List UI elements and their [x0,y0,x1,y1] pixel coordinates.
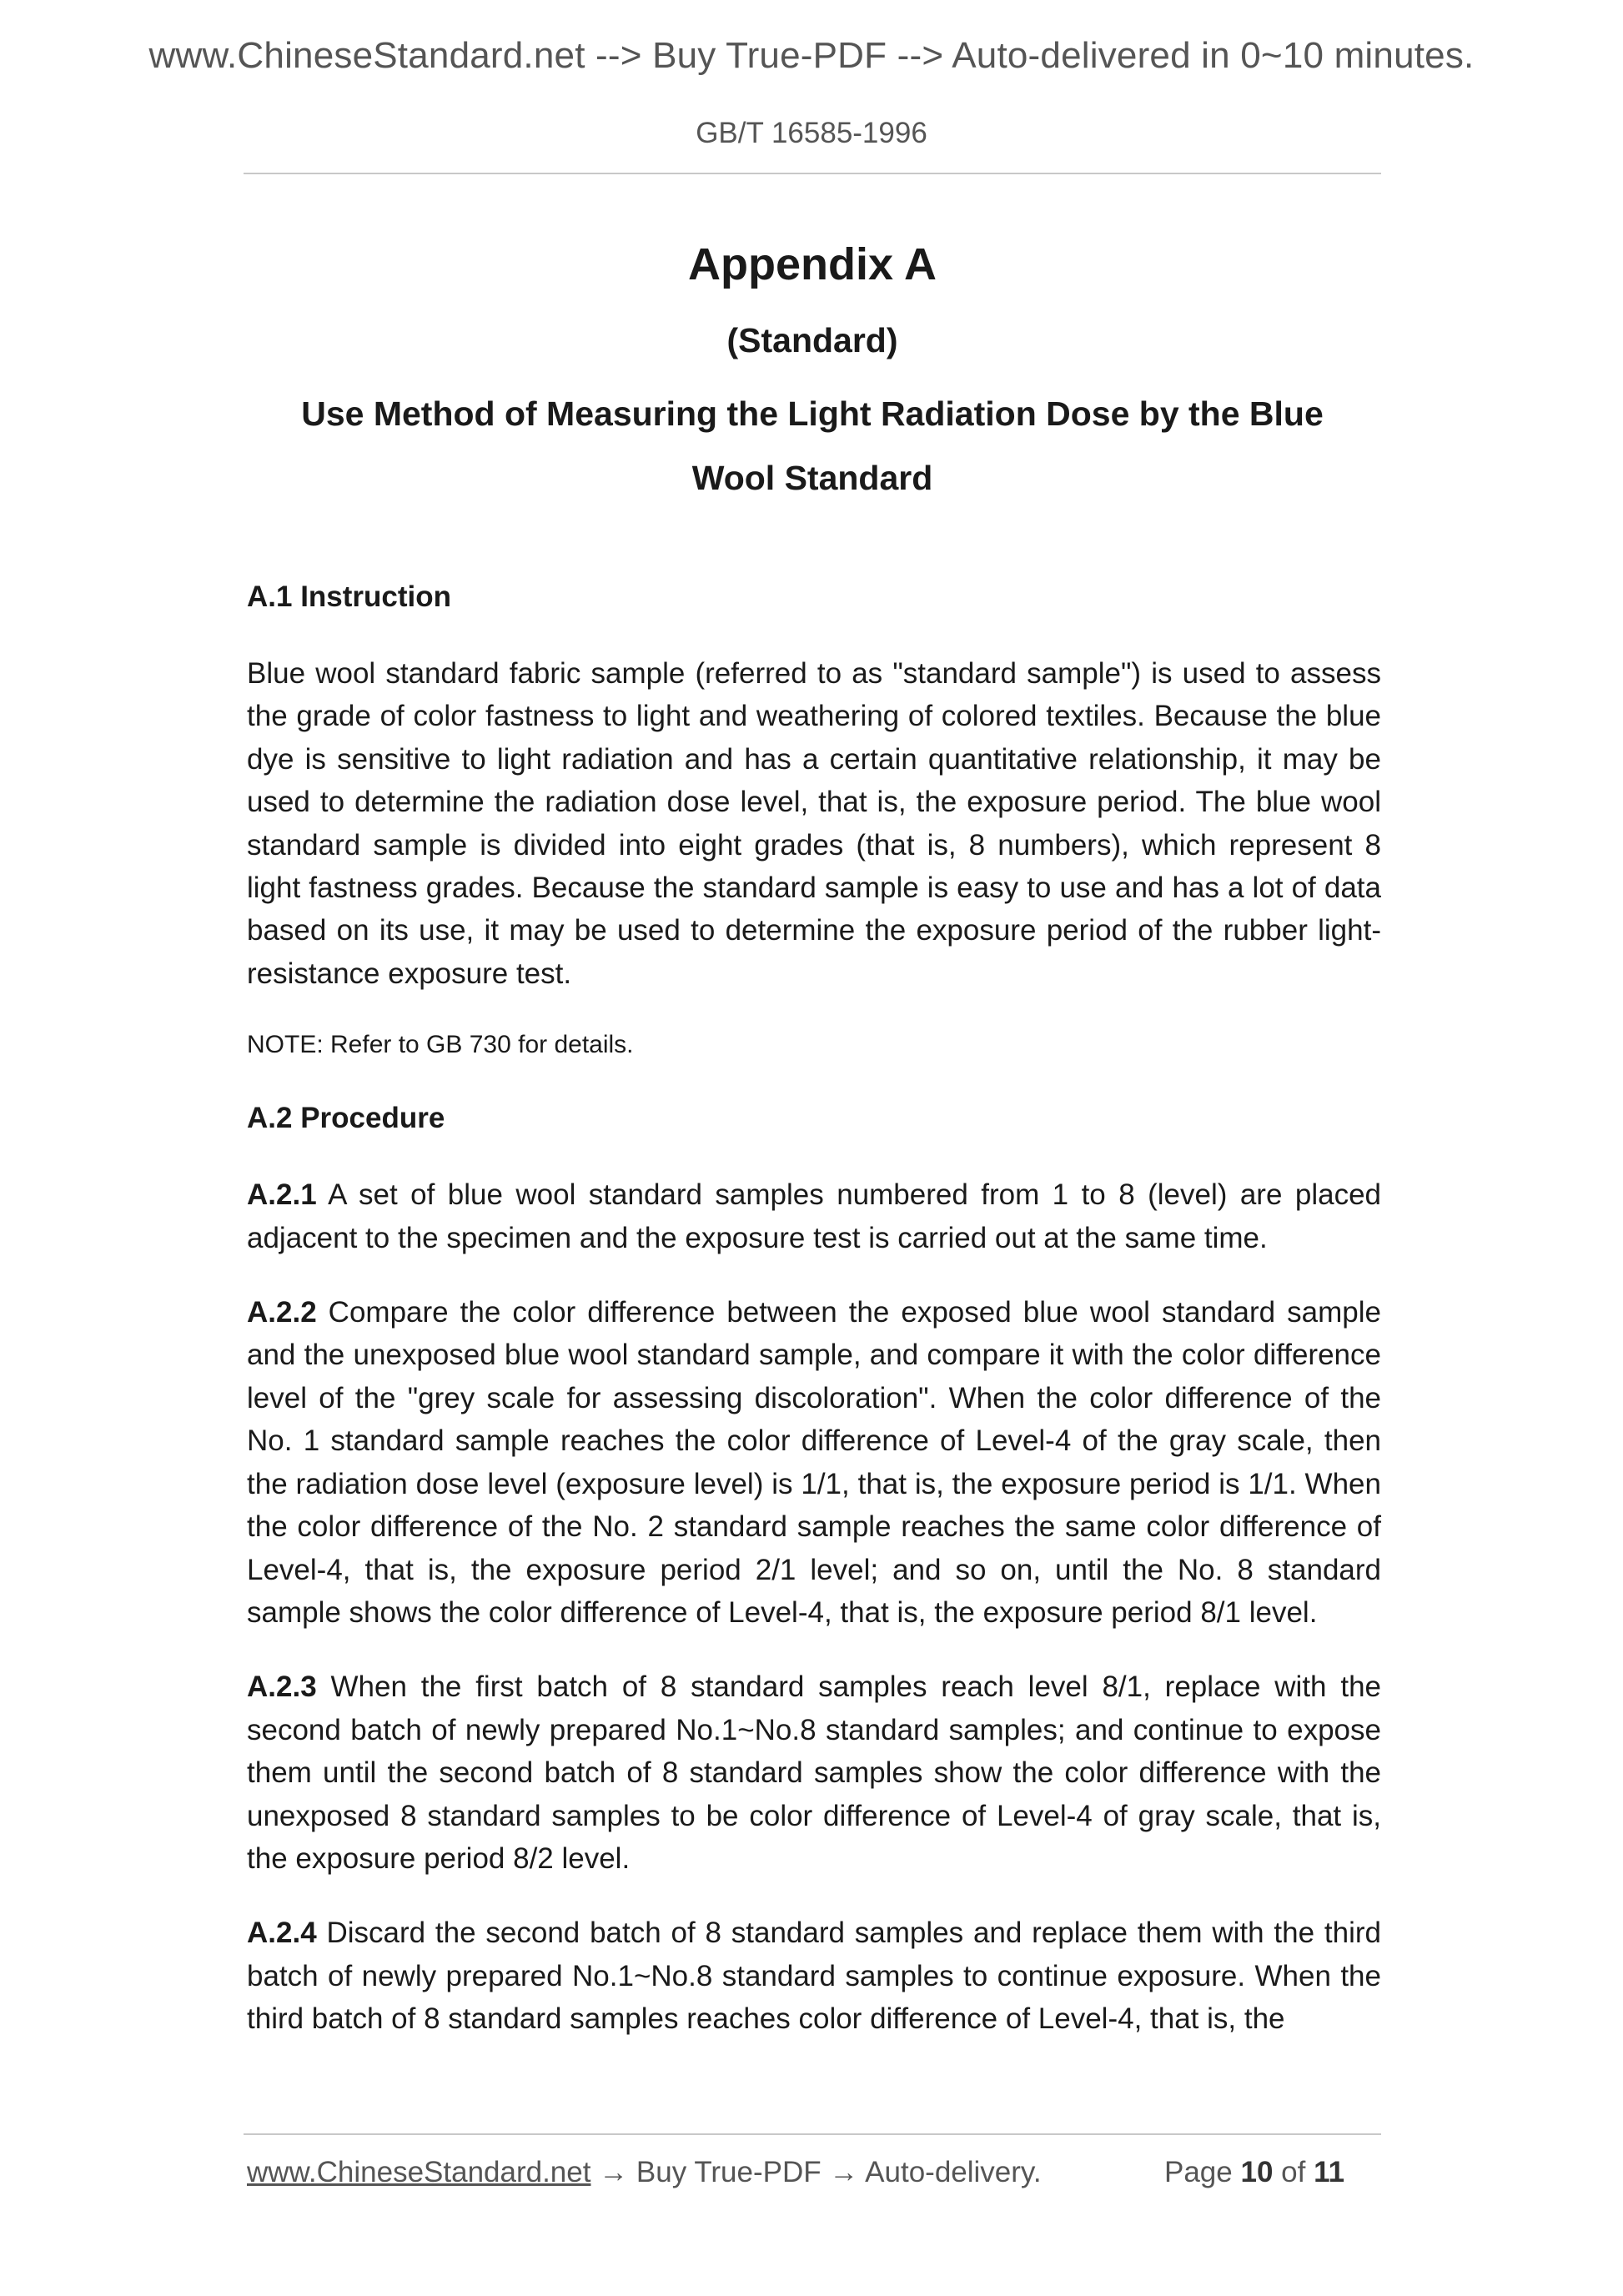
appendix-subtitle-line-1: Use Method of Measuring the Light Radiation Dose by the Blue [301,394,1324,433]
header-divider [244,173,1381,174]
note-text: NOTE: Refer to GB 730 for details. [247,1031,634,1059]
clause-a-2-1 [247,1173,1381,1259]
clause-number: A.2.4 [247,1917,317,1950]
clause-text: A set of blue wool standard samples numbered from 1 to 8 (level) are placed adjacent to the specimen and the exposure test is carried out at the same time. [247,1178,1381,1254]
section-a1-paragraph: Blue wool standard fabric sample (referred to as "standard sample") is used to assess the grade of color fastness to light and weathering of colored textiles. Because the blue dye is sensitive to light radiation and has a certain quantitative relationship, it may be used to determine the radiation dose level, that is, the exposure period. The blue wool standard sample is divided into eight grades (that is, 8 numbers), which represent 8 light fastness grades. Because the standard sample is easy to use and has a lot of data based on its use, it may be used to determine the exposure period of the rubber light-resistance exposure test. [247,657,1381,990]
top-banner: www.ChineseStandard.net --> Buy True-PDF --> Auto-delivered in 0~10 minutes. [148,35,1475,76]
section-heading-a2: A.2 Procedure [247,1102,445,1135]
clause-number: A.2.2 [247,1296,317,1329]
of-label: of [1281,2156,1306,2188]
appendix-title: Appendix A [687,239,937,289]
clause-text: Discard the second batch of 8 standard samples and replace them with the third batch of newly prepared No.1~No.8 standard samples to continue exposure. When the third batch of 8 standard samples reaches color difference of Level-4, that is, the [247,1917,1381,2036]
document-body [247,575,1381,2072]
appendix-subtitle [244,382,1381,510]
page-label: Page [1164,2156,1233,2188]
page-total: 11 [1314,2156,1345,2188]
footer-site-link[interactable]: www.ChineseStandard.net [247,2156,591,2188]
page-number [1164,2156,1344,2189]
document-code: GB/T 16585-1996 [696,117,927,149]
clause-number: A.2.1 [247,1178,317,1212]
page-current: 10 [1240,2156,1274,2188]
footer-promo [247,2156,1042,2189]
appendix-subtitle-line-2: Wool Standard [691,459,933,497]
appendix-kind: (Standard) [726,321,898,359]
section-heading-a1: A.1 Instruction [247,580,452,613]
clause-text: Compare the color difference between the exposed blue wool standard sample and the unexposed blue wool standard sample, and compare it with the color difference level of the "grey scale for assessing discoloration". When the color difference of the No. 1 standard sample reaches the color difference of Level-4 of the gray scale, then the radiation dose level (exposure level) is 1/1, that is, the exposure period is 1/1. When the color difference of the No. 2 standard sample reaches the same color difference of Level-4, that is, the exposure period 2/1 level; and so on, until the No. 8 standard sample shows the color difference of Level-4, that is, the exposure period 8/1 level. [247,1296,1381,1629]
footer-buy-text: → Buy True-PDF → Auto-delivery. [590,2156,1042,2188]
clause-text: When the first batch of 8 standard samples reach level 8/1, replace with the second batch of newly prepared No.1~No.8 standard samples; and continue to expose them until the second batch of 8 standard samples show the color difference with the unexposed 8 standard samples to be color difference of Level-4 of gray scale, that is, the exposure period 8/2 level. [247,1671,1381,1875]
footer-divider [244,2133,1381,2135]
clause-a-2-3 [247,1665,1381,1880]
clause-number: A.2.3 [247,1671,317,1704]
clause-a-2-2 [247,1291,1381,1634]
clause-a-2-4 [247,1912,1381,2040]
